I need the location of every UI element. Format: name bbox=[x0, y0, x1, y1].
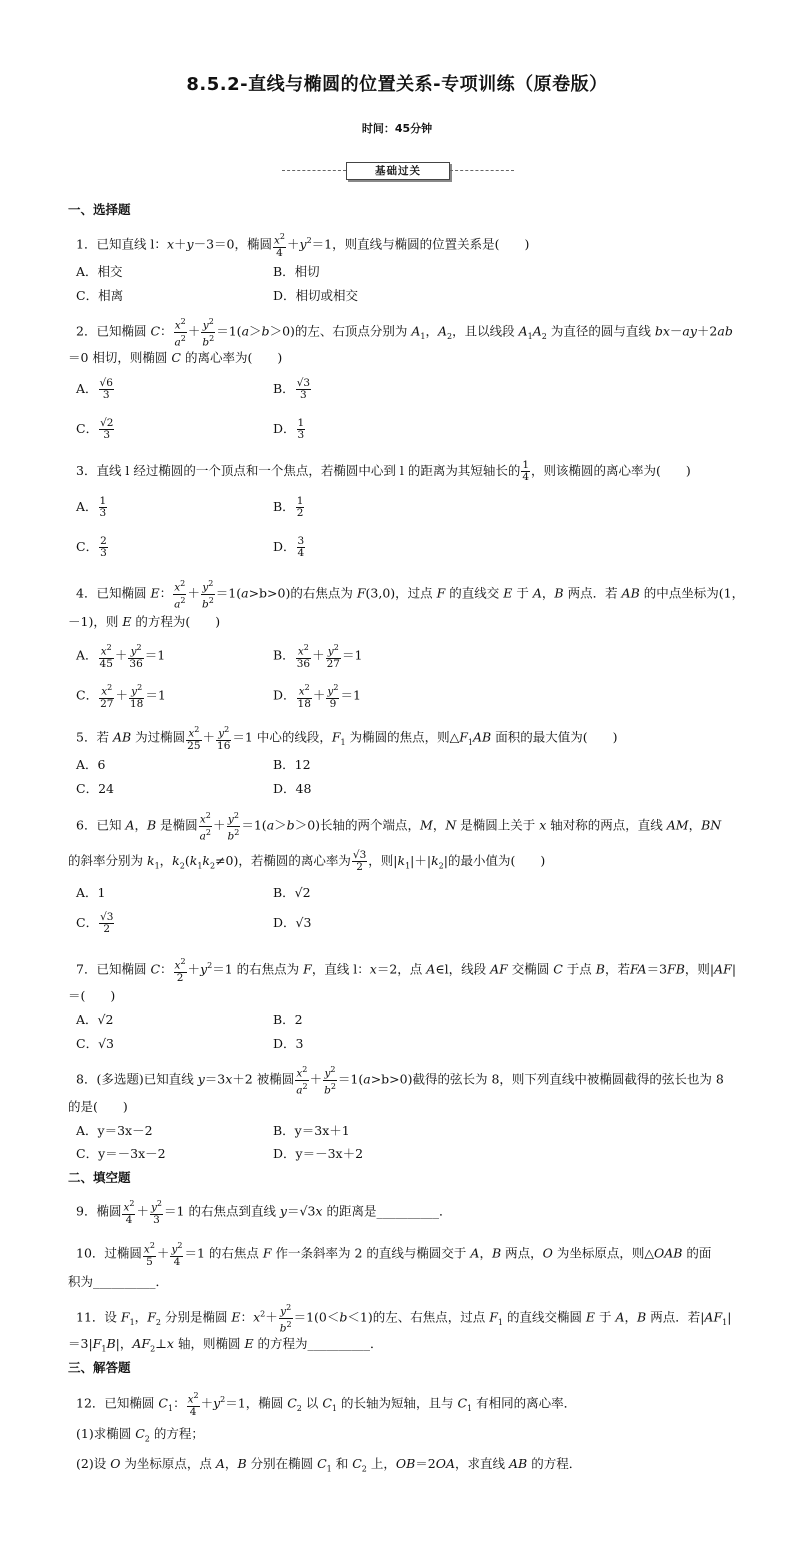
question-5: 5．若 AB 为过椭圆 $\frac{x^2}{25}$ ＋ $\frac{y^2}{16}$ ＝1 中心的线段，$F_1$ 为椭圆的焦点，则$\triangle F_1AB$ 面积的最大值为( ) bbox=[76, 725, 618, 752]
question-7: 7．已知椭圆 C： $\frac{x^2}{2}$ $+y^2=1$ 的右焦点为 F，直线 l：x＝2，点 A∈l，线段 AF 交椭圆 C 于点 B，若FA＝3FB，则|AF| bbox=[76, 957, 737, 984]
q6-option-d: D．√3 bbox=[273, 915, 312, 930]
question-8-cont: 的是( ) bbox=[68, 1099, 128, 1114]
q1-option-c: C．相离 bbox=[76, 288, 124, 303]
question-6: 6．已知 A，B 是椭圆 $\frac{x^2}{a^2}$ ＋ $\frac{y^2}{b^2}$ ＝1(a＞b＞0)长轴的两个端点，M，N 是椭圆上关于 x 轴对称的两点，直线 AM，BN bbox=[76, 811, 722, 842]
banner-dash-left bbox=[282, 170, 346, 171]
q2-option-a: A． $\frac{√6}{3}$ bbox=[76, 377, 113, 401]
q4-option-b: B． $\frac{x^2}{36}$ ＋ $\frac{y^2}{27}$ ＝1 bbox=[273, 643, 363, 670]
section-banner bbox=[282, 160, 514, 182]
question-6-cont: 的斜率分别为 $k_1$，$k_2(k_1k_2\ne 0)$，若椭圆的离心率为 $\frac{√3}{2}$ ，则$|k_1|+|k_2|$的最小值为( ) bbox=[68, 849, 546, 873]
q3-option-b: B． $\frac{1}{2}$ bbox=[273, 495, 304, 519]
q12-part-1: (1)求椭圆 $C_2$ 的方程； bbox=[76, 1426, 204, 1444]
q8-option-d: D．y＝－3x＋2 bbox=[273, 1146, 364, 1161]
question-10: 10．过椭圆 $\frac{x^2}{5}$ ＋ $\frac{y^2}{4}$ ＝1 的右焦点 F 作一条斜率为 2 的直线与椭圆交于 A，B 两点，O 为坐标原点，则△OAB 的面 bbox=[76, 1241, 712, 1268]
question-2: 2．已知椭圆 C： $\frac{x^2}{a^2}$ ＋ $\frac{y^2}{b^2}$ ＝1(a＞b＞0)的左、右顶点分别为 $A_1$，$A_2$，且以线段 $A_1A_2$ 为直径的圆与直线 bx－ay＋2ab bbox=[76, 317, 733, 348]
q7-option-b: B．2 bbox=[273, 1012, 303, 1027]
question-11-cont: $=3|F_1B|$，$AF_2\perp x$ 轴，则椭圆 E 的方程为__________． bbox=[68, 1336, 383, 1354]
q7-option-d: D．3 bbox=[273, 1036, 304, 1051]
question-9: 9．椭圆 $\frac{x^2}{4}$ ＋ $\frac{y^2}{3}$ ＝1 的右焦点到直线 y＝√3x 的距离是__________． bbox=[76, 1199, 452, 1226]
question-3: 3．直线 l 经过椭圆的一个顶点和一个焦点，若椭圆中心到 l 的距离为其短轴长的 $\frac{1}{4}$ ，则该椭圆的离心率为( ) bbox=[76, 459, 691, 483]
banner-label: 基础过关 bbox=[346, 162, 450, 180]
question-1: 1．已知直线 l：x＋y－3＝0，椭圆 $\frac{x^2}{4}$ $+y^2=1$，则直线与椭圆的位置关系是( ) bbox=[76, 232, 530, 259]
q3-option-c: C． $\frac{2}{3}$ bbox=[76, 535, 107, 559]
question-11: 11．设 $F_1$，$F_2$ 分别是椭圆 E：$x^2+$ $\frac{y^2}{b^2}$ ＝1(0＜b＜1)的左、右焦点，过点 $F_1$ 的直线交椭圆 E 于 A，B 两点．若$|AF_1|$ bbox=[76, 1303, 732, 1334]
time-limit: 时间：45分钟 bbox=[361, 122, 433, 135]
q3-option-d: D． $\frac{3}{4}$ bbox=[273, 535, 305, 559]
q8-option-b: B．y＝3x＋1 bbox=[273, 1123, 350, 1138]
q7-option-c: C．√3 bbox=[76, 1036, 114, 1051]
banner-dash-right bbox=[450, 170, 514, 171]
section-heading-fill: 二、填空题 bbox=[68, 1170, 131, 1185]
q2-option-c: C． $\frac{√2}{3}$ bbox=[76, 417, 114, 441]
question-2-cont: ＝0 相切，则椭圆 C 的离心率为( ) bbox=[68, 350, 283, 365]
question-7-cont: ＝( ) bbox=[68, 988, 116, 1003]
q1-option-b: B．相切 bbox=[273, 264, 320, 279]
q1-option-a: A．相交 bbox=[76, 264, 123, 279]
question-4: 4．已知椭圆 E： $\frac{x^2}{a^2}$ ＋ $\frac{y^2}{b^2}$ ＝1(a>b>0)的右焦点为 F(3,0)，过点 F 的直线交 E 于 A，B 两点．若 AB 的中点坐标为(1， bbox=[76, 579, 745, 610]
page-title: 8.5.2-直线与椭圆的位置关系-专项训练（原卷版） bbox=[186, 74, 608, 95]
q6-option-b: B．√2 bbox=[273, 885, 311, 900]
question-10-cont: 积为__________． bbox=[68, 1274, 169, 1289]
q4-option-a: A． $\frac{x^2}{45}$ ＋ $\frac{y^2}{36}$ ＝1 bbox=[76, 643, 166, 670]
section-heading-choice: 一、选择题 bbox=[68, 202, 131, 217]
q6-option-a: A．1 bbox=[76, 885, 106, 900]
q2-option-b: B． $\frac{√3}{3}$ bbox=[273, 377, 311, 401]
section-heading-answer: 三、解答题 bbox=[68, 1360, 131, 1375]
q5-option-b: B．12 bbox=[273, 757, 311, 772]
question-8: 8．(多选题)已知直线 y＝3x＋2 被椭圆 $\frac{x^2}{a^2}$ ＋ $\frac{y^2}{b^2}$ ＝1(a>b>0)截得的弦长为 8，则下列直线中被椭圆截得的弦长也为 8 bbox=[76, 1065, 724, 1096]
q3-option-a: A． $\frac{1}{3}$ bbox=[76, 495, 107, 519]
q4-option-d: D． $\frac{x^2}{18}$ ＋ $\frac{y^2}{9}$ ＝1 bbox=[273, 683, 361, 710]
q5-option-d: D．48 bbox=[273, 781, 312, 796]
q4-option-c: C． $\frac{x^2}{27}$ ＋ $\frac{y^2}{18}$ ＝1 bbox=[76, 683, 166, 710]
q6-option-c: C． $\frac{√3}{2}$ bbox=[76, 911, 114, 935]
q8-option-c: C．y＝－3x－2 bbox=[76, 1146, 166, 1161]
q5-option-a: A．6 bbox=[76, 757, 106, 772]
question-4-cont: －1)，则 E 的方程为( ) bbox=[68, 614, 221, 629]
q5-option-c: C．24 bbox=[76, 781, 114, 796]
q2-option-d: D． $\frac{1}{3}$ bbox=[273, 417, 305, 441]
question-12: 12．已知椭圆 $C_1$： $\frac{x^2}{4}$ $+y^2=1$，椭圆 $C_2$ 以 $C_1$ 的长轴为短轴，且与 $C_1$ 有相同的离心率． bbox=[76, 1391, 577, 1418]
q7-option-a: A．√2 bbox=[76, 1012, 114, 1027]
q8-option-a: A．y＝3x－2 bbox=[76, 1123, 153, 1138]
q1-option-d: D．相切或相交 bbox=[273, 288, 359, 303]
q12-part-2: (2)设 O 为坐标原点，点 A，B 分别在椭圆 $C_1$ 和 $C_2$ 上，OB＝2OA，求直线 AB 的方程． bbox=[76, 1456, 582, 1474]
